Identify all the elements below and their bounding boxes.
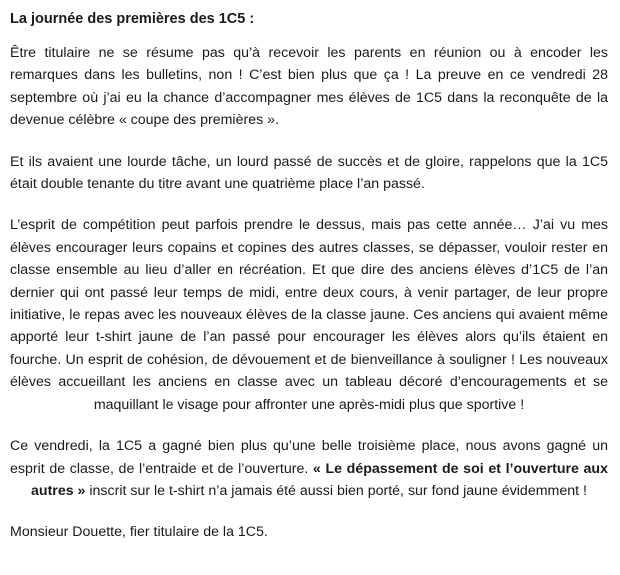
conclusion-text-start: Ce vendredi, la 1C5 a gagné bien plus qu’une belle troisième place, nous avons gagné un esprit de classe, de l’entraide et de l’ouverture. <box>10 438 608 477</box>
paragraph-intro: Être titulaire ne se résume pas qu’à recevoir les parents en réunion ou à encoder les remarques dans les bulletins, non ! C’est bien plus que ça ! La preuve en ce vendredi 28 septembre où j’ai eu la chance d’accompagner mes élèves de 1C5 dans la reconquête de la devenue célèbre « coupe des premières ». <box>10 45 608 129</box>
tshirt-motto: « Le dépassement de soi et l’ouverture aux autres » <box>31 460 608 499</box>
article-title: La journée des premières des 1C5 : <box>10 11 255 27</box>
paragraph-history: Et ils avaient une lourde tâche, un lourd passé de succès et de gloire, rappelons que la 1C5 était double tenante du titre avant une quatrième place l’an passé. <box>10 153 608 193</box>
conclusion-text-end: inscrit sur le t-shirt n’a jamais été aussi bien porté, sur fond jaune évidemment ! <box>85 482 587 499</box>
signature: Monsieur Douette, fier titulaire de la 1C5. <box>10 524 268 541</box>
paragraph-competition-spirit: L’esprit de compétition peut parfois prendre le dessus, mais pas cette année… J’ai vu mes élèves encourager leurs copains et copines des autres classes, se dépasser, vouloir rester en classe ensemble au lieu d’aller en récréation. Et que dire des anciens élèves d’1C5 de l’an dernier qui ont passé leur temps de midi, entre deux cours, à venir partager, de leur propre initiative, le repas avec les nouveaux élèves de la classe jaune. Ces anciens qui avaient même apporté leur t-shirt jaune de l’an passé pour encourager les élèves alors qu’ils étaient en fourche. Un esprit de cohésion, de dévouement et de bienveillance à souligner ! Les nouveaux élèves accueillant les anciens en classe avec un tableau décoré d’encouragements et se maquillant le visage pour affronter une après-midi plus que sportive ! <box>10 217 608 413</box>
paragraph-conclusion <box>10 435 608 502</box>
